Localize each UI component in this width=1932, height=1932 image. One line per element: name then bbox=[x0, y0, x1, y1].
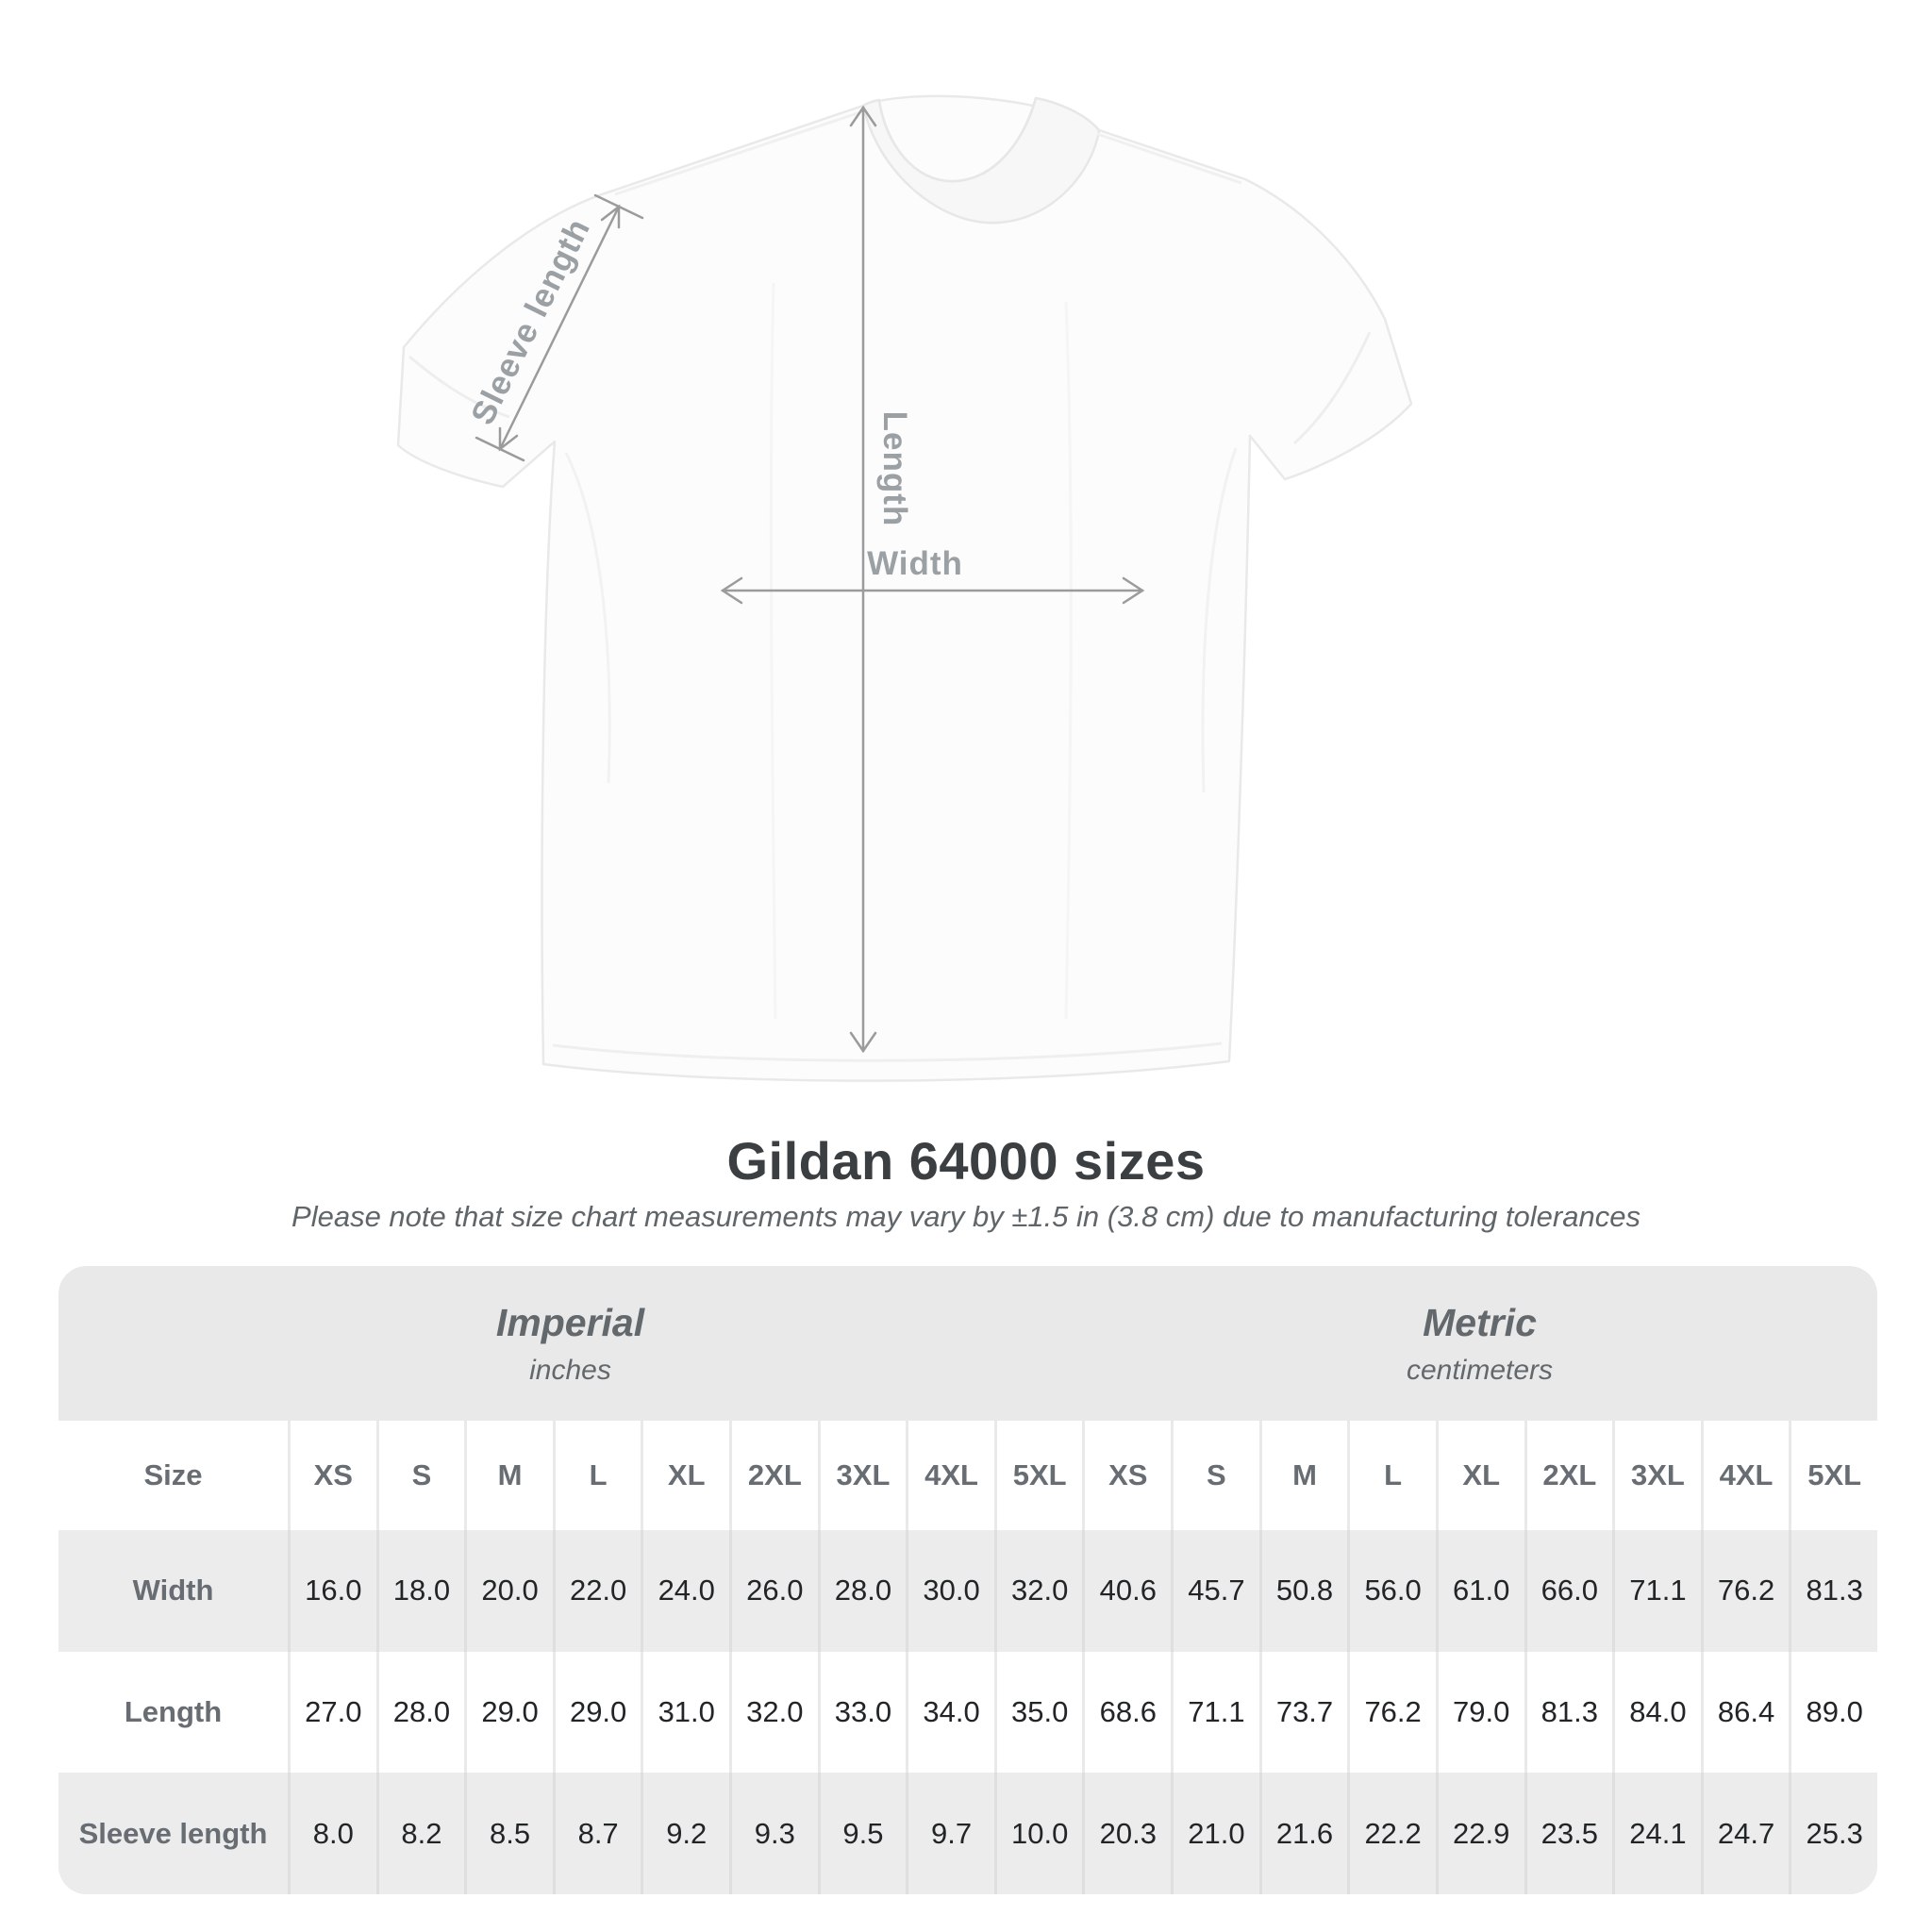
table-cell: 35.0 bbox=[994, 1652, 1083, 1774]
table-cell: 20.3 bbox=[1082, 1773, 1171, 1894]
table-row-length bbox=[58, 1652, 1877, 1774]
table-cell: 89.0 bbox=[1789, 1652, 1877, 1774]
table-cell: 8.7 bbox=[553, 1773, 641, 1894]
unit-group-imperial bbox=[58, 1266, 1082, 1421]
table-cell: 30.0 bbox=[906, 1530, 994, 1652]
table-cell: 71.1 bbox=[1171, 1652, 1259, 1774]
table-cell: 23.5 bbox=[1524, 1773, 1613, 1894]
table-row-sleeve-length bbox=[58, 1773, 1877, 1894]
table-cell: 84.0 bbox=[1612, 1652, 1701, 1774]
table-cell: 28.0 bbox=[376, 1652, 465, 1774]
sleeve-length-label: Sleeve length bbox=[463, 212, 598, 431]
tolerance-note: Please note that size chart measurements may vary by ±1.5 in (3.8 cm) due to manufacturing tolerances bbox=[291, 1200, 1641, 1233]
table-cell: 9.7 bbox=[906, 1773, 994, 1894]
table-cell: 45.7 bbox=[1171, 1530, 1259, 1652]
size-column-header: 4XL bbox=[1701, 1421, 1790, 1530]
row-label-size: Size bbox=[58, 1421, 288, 1530]
table-cell: 56.0 bbox=[1347, 1530, 1436, 1652]
table-cell: 9.5 bbox=[818, 1773, 907, 1894]
unit-group-subtitle: centimeters bbox=[1406, 1354, 1554, 1386]
table-cell: 9.3 bbox=[729, 1773, 818, 1894]
unit-group-metric bbox=[1082, 1266, 1877, 1421]
size-column-header: 2XL bbox=[729, 1421, 818, 1530]
row-label-length: Length bbox=[58, 1652, 288, 1774]
table-cell: 66.0 bbox=[1524, 1530, 1613, 1652]
size-column-header: XS bbox=[1082, 1421, 1171, 1530]
table-cell: 22.2 bbox=[1347, 1773, 1436, 1894]
table-cell: 24.7 bbox=[1701, 1773, 1790, 1894]
table-cell: 34.0 bbox=[906, 1652, 994, 1774]
table-cell: 33.0 bbox=[818, 1652, 907, 1774]
size-column-header: XL bbox=[641, 1421, 729, 1530]
table-cell: 24.1 bbox=[1612, 1773, 1701, 1894]
size-column-header: 5XL bbox=[1789, 1421, 1877, 1530]
size-column-header: XL bbox=[1436, 1421, 1524, 1530]
table-cell: 81.3 bbox=[1789, 1530, 1877, 1652]
unit-group-subtitle: inches bbox=[529, 1354, 611, 1386]
table-cell: 22.0 bbox=[553, 1530, 641, 1652]
table-cell: 29.0 bbox=[553, 1652, 641, 1774]
unit-group-title: Imperial bbox=[495, 1300, 645, 1344]
table-cell: 8.0 bbox=[288, 1773, 376, 1894]
table-cell: 24.0 bbox=[641, 1530, 729, 1652]
table-cell: 25.3 bbox=[1789, 1773, 1877, 1894]
size-column-header: M bbox=[464, 1421, 553, 1530]
size-column-header: L bbox=[1347, 1421, 1436, 1530]
table-cell: 29.0 bbox=[464, 1652, 553, 1774]
table-cell: 61.0 bbox=[1436, 1530, 1524, 1652]
size-column-header: 3XL bbox=[1612, 1421, 1701, 1530]
table-cell: 40.6 bbox=[1082, 1530, 1171, 1652]
table-cell: 8.2 bbox=[376, 1773, 465, 1894]
table-cell: 32.0 bbox=[994, 1530, 1083, 1652]
table-row-width bbox=[58, 1530, 1877, 1652]
size-column-header: S bbox=[1171, 1421, 1259, 1530]
page-title: Gildan 64000 sizes bbox=[726, 1131, 1206, 1191]
width-label: Width bbox=[867, 545, 963, 582]
size-column-header: 2XL bbox=[1524, 1421, 1613, 1530]
size-chart-table bbox=[58, 1266, 1877, 1894]
size-column-header: M bbox=[1259, 1421, 1348, 1530]
table-cell: 20.0 bbox=[464, 1530, 553, 1652]
table-cell: 31.0 bbox=[641, 1652, 729, 1774]
table-cell: 68.6 bbox=[1082, 1652, 1171, 1774]
table-cell: 86.4 bbox=[1701, 1652, 1790, 1774]
table-cell: 8.5 bbox=[464, 1773, 553, 1894]
table-cell: 32.0 bbox=[729, 1652, 818, 1774]
table-cell: 21.0 bbox=[1171, 1773, 1259, 1894]
table-cell: 16.0 bbox=[288, 1530, 376, 1652]
table-cell: 22.9 bbox=[1436, 1773, 1524, 1894]
unit-group-title: Metric bbox=[1423, 1300, 1537, 1344]
table-cell: 9.2 bbox=[641, 1773, 729, 1894]
table-cell: 18.0 bbox=[376, 1530, 465, 1652]
table-cell: 27.0 bbox=[288, 1652, 376, 1774]
table-cell: 28.0 bbox=[818, 1530, 907, 1652]
row-label-width: Width bbox=[58, 1530, 288, 1652]
table-cell: 10.0 bbox=[994, 1773, 1083, 1894]
unit-header-row bbox=[58, 1266, 1877, 1421]
table-cell: 76.2 bbox=[1347, 1652, 1436, 1774]
table-cell: 76.2 bbox=[1701, 1530, 1790, 1652]
row-label-sleeve-length: Sleeve length bbox=[58, 1773, 288, 1894]
size-column-header: XS bbox=[288, 1421, 376, 1530]
size-column-header: 3XL bbox=[818, 1421, 907, 1530]
size-column-header: 5XL bbox=[994, 1421, 1083, 1530]
size-column-header: S bbox=[376, 1421, 465, 1530]
table-row-size bbox=[58, 1421, 1877, 1530]
table-cell: 50.8 bbox=[1259, 1530, 1348, 1652]
table-cell: 73.7 bbox=[1259, 1652, 1348, 1774]
table-cell: 21.6 bbox=[1259, 1773, 1348, 1894]
size-column-header: L bbox=[553, 1421, 641, 1530]
size-column-header: 4XL bbox=[906, 1421, 994, 1530]
table-cell: 71.1 bbox=[1612, 1530, 1701, 1652]
table-cell: 81.3 bbox=[1524, 1652, 1613, 1774]
table-cell: 26.0 bbox=[729, 1530, 818, 1652]
table-cell: 79.0 bbox=[1436, 1652, 1524, 1774]
length-label: Length bbox=[876, 410, 913, 527]
